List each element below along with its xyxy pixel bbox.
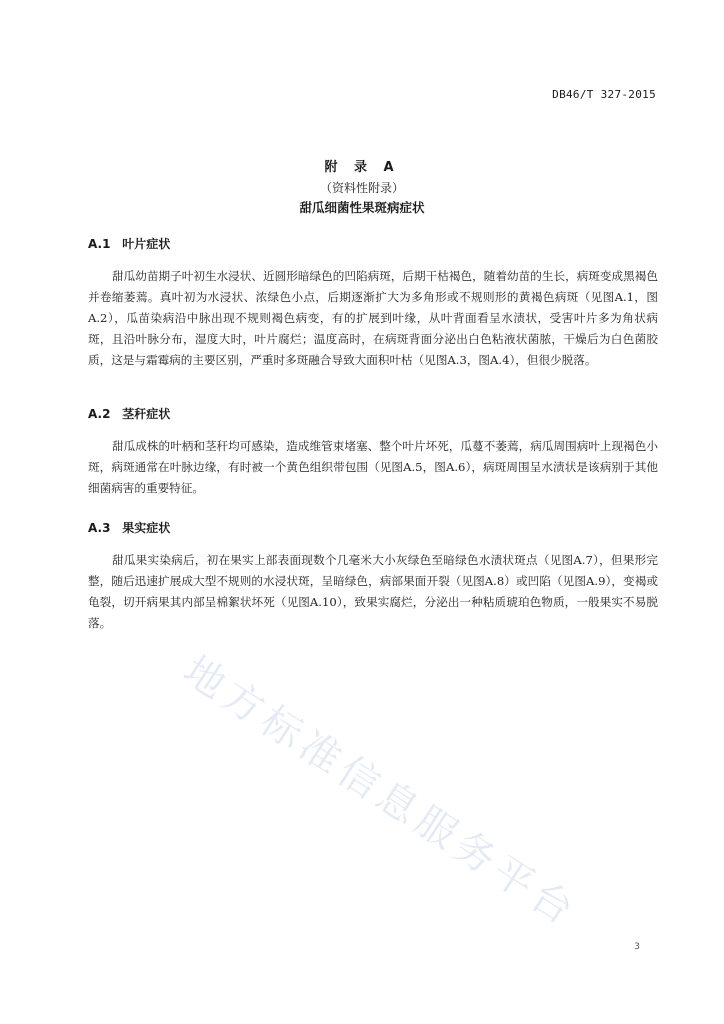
section-number: A.2	[88, 407, 111, 421]
section-title: 果实症状	[122, 521, 171, 535]
section-leaf-symptoms	[88, 236, 658, 371]
standard-code: DB46/T 327-2015	[552, 88, 656, 101]
section-paragraph: 甜瓜成株的叶柄和茎秆均可感染，造成维管束堵塞、整个叶片坏死，瓜蔓不萎蔫，病瓜周围病叶上现褐色小斑，病斑通常在叶脉边缘，有时被一个黄色组织带包围（见图A.5，图A.6），病斑周围呈水渍状是该病别于其他细菌病害的重要特征。	[88, 439, 658, 495]
appendix-heading	[0, 158, 724, 218]
appendix-type: （资料性附录）	[319, 181, 404, 195]
appendix-title: 附 录 A	[324, 160, 400, 175]
section-number: A.1	[88, 237, 111, 251]
page-number: 3	[634, 942, 640, 952]
appendix-name: 甜瓜细菌性果斑病症状	[299, 200, 425, 215]
section-heading	[88, 236, 658, 252]
section-paragraph: 甜瓜幼苗期子叶初生水浸状、近圆形暗绿色的凹陷病斑，后期干枯褐色，随着幼苗的生长，病斑变成黑褐色并卷缩萎蔫。真叶初为水浸状、浓绿色小点，后期逐渐扩大为多角形或不规则形的黄褐色病斑（见图A.1，图A.2），瓜苗染病沿中脉出现不规则褐色病变，有的扩展到叶缘，从叶背面看呈水渍状，受害叶片多为角状病斑，且沿叶脉分布，湿度大时，叶片腐烂；温度高时，在病斑背面分泌出白色粘液状菌脓，干燥后为白色菌胶质，这是与霜霉病的主要区别，严重时多斑融合导致大面积叶枯（见图A.3，图A.4），但很少脱落。	[88, 269, 658, 367]
section-title: 叶片症状	[122, 237, 171, 251]
section-heading	[88, 520, 658, 536]
section-title: 茎秆症状	[122, 407, 171, 421]
section-fruit-symptoms	[88, 520, 658, 634]
section-heading	[88, 406, 658, 422]
section-number: A.3	[88, 521, 111, 535]
section-stem-symptoms	[88, 406, 658, 499]
watermark: 地方标准信息服务平台	[175, 647, 586, 937]
section-paragraph: 甜瓜果实染病后，初在果实上部表面现数个几毫米大小灰绿色至暗绿色水渍状斑点（见图A.7），但果形完整，随后迅速扩展成大型不规则的水浸状斑，呈暗绿色，病部果面开裂（见图A.8）或凹陷（见图A.9），变褐或龟裂，切开病果其内部呈棉絮状坏死（见图A.10），致果实腐烂，分泌出一种粘质琥珀色物质，一般果实不易脱落。	[88, 553, 658, 630]
